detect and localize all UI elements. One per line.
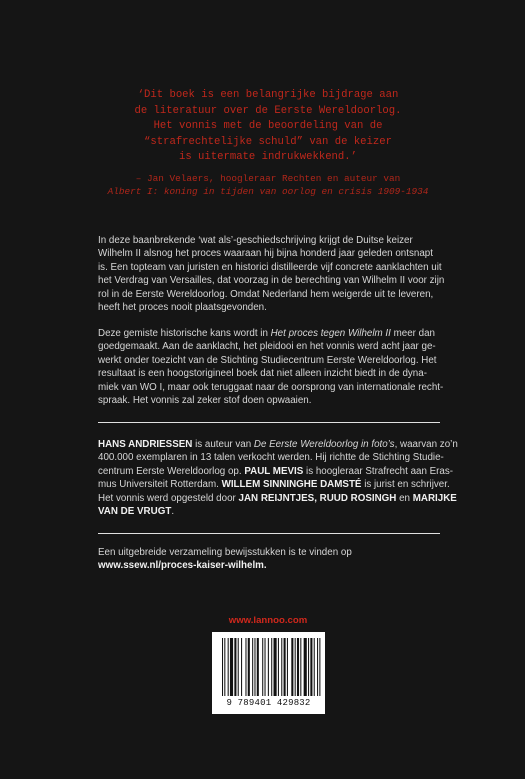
book-title: De Eerste Wereldoorlog in foto’s	[253, 439, 395, 450]
barcode-bar	[222, 638, 223, 696]
text-fragment: .	[171, 506, 175, 518]
quote-line: is uitermate indrukwekkend.’	[178, 151, 357, 163]
barcode-icon	[212, 632, 325, 698]
text-fragment: , waarvan zo’n	[394, 439, 458, 450]
barcode-bar	[317, 638, 318, 696]
barcode-bar	[319, 638, 320, 696]
author-name: VAN DE VRUGT	[98, 506, 172, 518]
text-line: In deze baanbrekende ‘wat als’-geschiedschrijving krijgt de Duitse keizer	[98, 235, 413, 246]
author-bio	[98, 438, 458, 518]
text-fragment: centrum Eerste Wereldoorlog op.	[98, 465, 245, 477]
text-line: resultaat is een hoogstorigineel boek dat niet alleen inzicht biedt in de dyna-	[98, 368, 427, 380]
barcode-bar	[252, 638, 253, 696]
barcode-bar	[268, 638, 269, 696]
text-line: werkt onder toezicht van de Stichting Studiecentrum Eerste Wereldoorlog. Het	[98, 354, 437, 366]
attribution-author: – Jan Velaers, hoogleraar Rechten en auteur van	[135, 173, 401, 184]
text-line: miek van WO I, maar ook teruggaat naar de oorsprong van internationale recht-	[98, 381, 444, 393]
text-line	[98, 438, 458, 451]
barcode-bar	[297, 638, 299, 696]
text-fragment: Het vonnis werd opgesteld door	[98, 492, 239, 504]
attribution-book-title: Albert I: koning in tijden van oorlog en crisis 1909-1934	[107, 186, 429, 197]
text-fragment: is jurist en schrijver.	[361, 479, 450, 491]
barcode-bar	[284, 638, 286, 696]
text-line: het Verdrag van Versailles, dat voorzag in de berechting van Wilhelm II voor zijn	[98, 275, 445, 287]
barcode-bar	[300, 638, 301, 696]
isbn-barcode	[212, 632, 325, 714]
reference-link[interactable]: www.ssew.nl/proces-kaiser-wilhelm.	[98, 560, 267, 572]
barcode-bar	[230, 638, 233, 696]
text-fragment: Deze gemiste historische kans wordt in	[98, 328, 271, 339]
text-line: Een uitgebreide verzameling bewijsstukken is te vinden op	[98, 547, 352, 558]
text-line	[98, 492, 457, 505]
text-line: rol in de Eerste Wereldoorlog. Omdat Nederland hem weigerde uit te leveren,	[98, 288, 434, 300]
text-line: is. Een topteam van juristen en historici distilleerde vijf concrete aanklachten uit	[98, 261, 442, 273]
barcode-bar	[304, 638, 307, 696]
book-title: Het proces tegen Wilhelm II	[270, 328, 391, 339]
text-line: goedgemaakt. Aan de aanklacht, het pleidooi en het vonnis werd acht jaar ge-	[98, 341, 436, 353]
quote-line: de literatuur over de Eerste Wereldoorlog.	[134, 104, 402, 117]
text-line: heeft het proces nooit plaatsgevonden.	[98, 302, 267, 314]
text-line	[98, 478, 450, 491]
publisher-url[interactable]: www.lannoo.com	[228, 615, 308, 626]
author-name: JAN REIJNTJES, RUUD ROSINGH	[238, 492, 397, 504]
barcode-bar	[241, 638, 242, 696]
barcode-bar	[245, 638, 246, 696]
barcode-bar	[224, 638, 225, 696]
quote-line: “strafrechtelijke schuld” van de keizer	[144, 135, 392, 148]
barcode-bar	[310, 638, 312, 696]
description-paragraph-2	[98, 327, 444, 407]
author-name: HANS ANDRIESSEN	[98, 439, 193, 450]
quote-line: ‘Dit boek is een belangrijke bijdrage aan	[137, 89, 399, 101]
divider	[98, 422, 440, 423]
barcode-bar	[271, 638, 272, 696]
barcode-bar	[274, 638, 277, 696]
text-line	[98, 327, 440, 340]
text-line: spraak. Het vonnis zal zeker stof doen opwaaien.	[98, 395, 312, 407]
description-paragraph-1	[98, 234, 445, 314]
text-fragment: en	[396, 492, 413, 504]
barcode-bar	[295, 638, 296, 696]
barcode-bar	[287, 638, 288, 696]
text-line	[98, 505, 440, 518]
reference-note	[98, 546, 440, 573]
barcode-bar	[257, 638, 259, 696]
barcode-bar	[281, 638, 282, 696]
text-line	[98, 465, 454, 478]
barcode-bar	[278, 638, 279, 696]
barcode-bar	[254, 638, 255, 696]
barcode-bar	[314, 638, 315, 696]
quote-attribution	[98, 172, 438, 198]
barcode-bar	[265, 638, 266, 696]
author-name: MARIJKE	[412, 492, 457, 504]
barcode-bar	[248, 638, 250, 696]
text-fragment: is hoogleraar Strafrecht aan Eras-	[303, 465, 454, 477]
barcode-bar	[238, 638, 239, 696]
barcode-bar	[234, 638, 236, 696]
divider	[98, 533, 440, 534]
text-fragment: meer dan	[390, 328, 435, 339]
barcode-bar	[308, 638, 309, 696]
text-fragment: is auteur van	[192, 439, 254, 450]
barcode-bar	[262, 638, 263, 696]
barcode-bar	[291, 638, 293, 696]
isbn-number: 9 789401 429832	[226, 698, 311, 708]
text-line: Wilhelm II alsnog het proces waaraan hij bijna honderd jaar geleden ontsnapt	[98, 248, 433, 260]
endorsement-quote	[98, 88, 438, 166]
quote-line: Het vonnis met de beoordeling van de	[153, 120, 383, 132]
text-line: 400.000 exemplaren in 13 talen verkocht werden. Hij richtte de Stichting Studie-	[98, 452, 444, 464]
text-fragment: mus Universiteit Rotterdam.	[98, 479, 222, 491]
author-name: WILLEM SINNINGHE DAMSTÉ	[221, 479, 362, 491]
author-name: PAUL MEVIS	[244, 465, 304, 477]
barcode-bar	[228, 638, 229, 696]
